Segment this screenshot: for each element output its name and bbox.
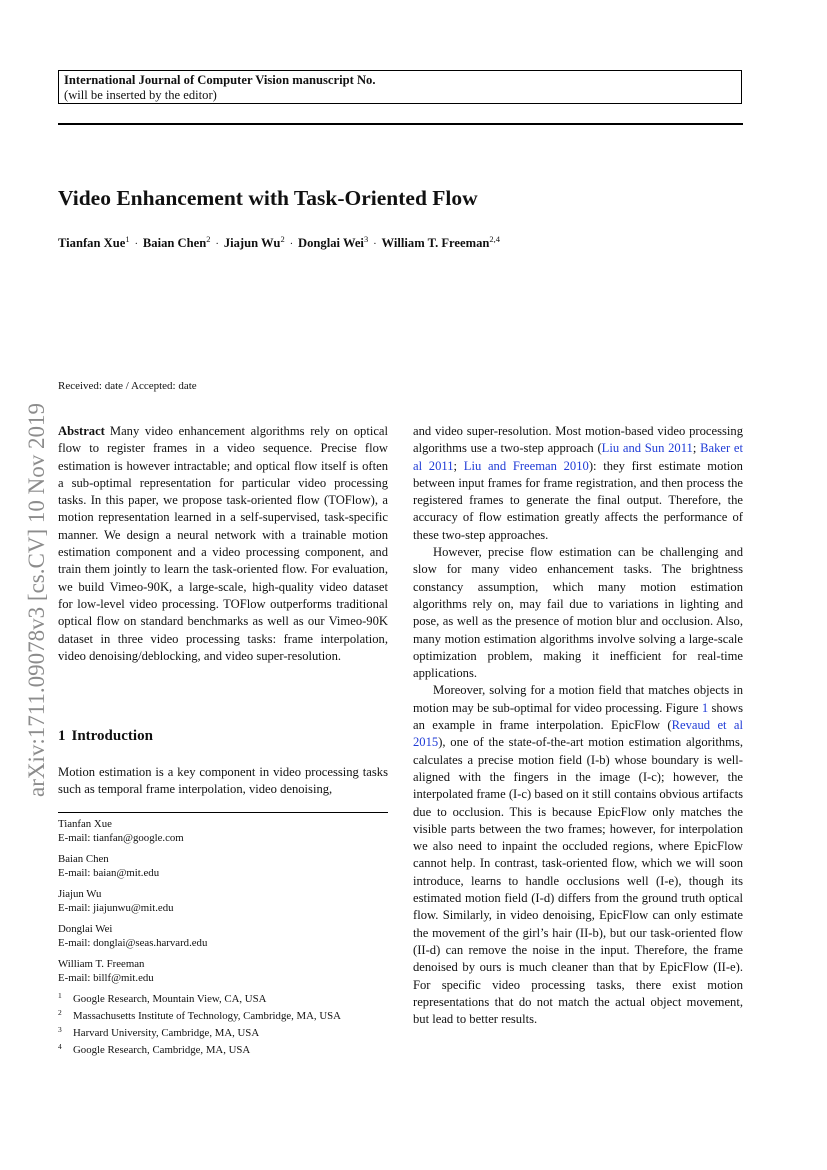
author-contacts [58, 817, 388, 992]
footnote-rule [58, 812, 388, 813]
affiliation-item [58, 1006, 398, 1023]
paragraph-text: ): they first estimate motion between input frames for frame registration, and then process the registered frames to generate the final output. Therefore, the accuracy of flow estimation greatly affects the performance of these two-step approaches. [413, 458, 743, 542]
affiliation-number: 1 [58, 991, 62, 1000]
section-heading [58, 728, 153, 745]
arxiv-identifier: arXiv:1711.09078v3 [cs.CV] 10 Nov 2019 [24, 403, 49, 797]
contact-name: William T. Freeman [58, 958, 145, 970]
journal-note: (will be inserted by the editor) [64, 88, 217, 102]
author-affil-mark: 2,4 [489, 234, 501, 244]
section-number: 1 [58, 728, 66, 744]
author-affil-mark: 1 [125, 234, 130, 244]
paper-title: Video Enhancement with Task-Oriented Flow [58, 186, 478, 210]
contact-entry [58, 922, 388, 950]
contact-entry [58, 852, 388, 880]
author-name: Baian Chen [142, 236, 207, 250]
author-name: William T. Freeman [381, 236, 490, 250]
contact-name: Baian Chen [58, 853, 109, 865]
citation-separator: ; [453, 458, 464, 473]
author-name: Jiajun Wu [223, 236, 281, 250]
affiliation-item [58, 1023, 398, 1040]
intro-paragraph: Motion estimation is a key component in video processing tasks such as temporal frame interpolation, video denoising, [58, 765, 388, 797]
contact-email: E-mail: jiajunwu@mit.edu [58, 902, 174, 914]
contact-entry [58, 887, 388, 915]
affiliation-number: 4 [58, 1042, 62, 1051]
author-affil-mark: 3 [363, 234, 369, 244]
paragraph-text: Moreover, solving for a motion field that matches objects in motion may be sub-optimal for video processing. Figure [413, 683, 743, 715]
journal-header-box [58, 70, 742, 104]
contact-name: Jiajun Wu [58, 888, 102, 900]
journal-name: International Journal of Computer Vision manuscript No. [64, 73, 376, 87]
affiliation-list [58, 989, 398, 1057]
contact-email: E-mail: donglai@seas.harvard.edu [58, 937, 208, 949]
contact-name: Tianfan Xue [58, 818, 112, 830]
contact-email: E-mail: tianfan@google.com [58, 832, 184, 844]
abstract-label: Abstract [58, 424, 105, 438]
right-column [413, 423, 743, 1028]
body-paragraph: However, precise flow estimation can be challenging and slow for many video enhancement tasks. The brightness constancy assumption, which many motion estimation algorithms rely on, may fail due to variations in lighting and pose, as well as the presence of motion blur and occlusion. Also, many motion estimation algorithms involve solving a large-scale optimization problem, making it inefficient for real-time applications. [413, 545, 743, 681]
author-affil-mark: 2 [206, 234, 211, 244]
author-affil-mark: 2 [280, 234, 285, 244]
contact-email: E-mail: baian@mit.edu [58, 867, 160, 879]
affiliation-text: Google Research, Cambridge, MA, USA [73, 1044, 251, 1056]
body-paragraph [413, 423, 743, 544]
citation-link[interactable]: Revaud et al 2015 [413, 718, 743, 750]
author-separator: · [134, 239, 138, 250]
author-name: Tianfan Xue [58, 236, 126, 250]
citation-separator: ; [692, 441, 701, 456]
header-rule [58, 123, 743, 125]
paragraph-text: shows an example in frame interpolation. EpicFlow ( [413, 700, 743, 733]
citation-link[interactable]: Baker et al 2011 [413, 441, 744, 473]
affiliation-text: Google Research, Mountain View, CA, USA [73, 993, 267, 1005]
figure-ref-link[interactable]: 1 [701, 700, 709, 715]
contact-name: Donglai Wei [58, 923, 113, 935]
affiliation-number: 2 [58, 1008, 62, 1017]
affiliation-item [58, 1040, 398, 1057]
contact-entry [58, 817, 388, 845]
contact-entry [58, 957, 388, 985]
affiliation-item [58, 989, 398, 1006]
received-date: Received: date / Accepted: date [58, 380, 197, 392]
affiliation-number: 3 [58, 1025, 62, 1034]
contact-email: E-mail: billf@mit.edu [58, 972, 154, 984]
body-paragraph [413, 682, 743, 1028]
paragraph-text: and video super-resolution. Most motion-based video processing algorithms use a two-step approach ( [413, 424, 743, 456]
citation-link[interactable]: Liu and Sun 2011 [601, 441, 693, 456]
section-title: Introduction [71, 728, 153, 744]
citation-link[interactable]: Liu and Freeman 2010 [463, 458, 589, 473]
paragraph-text: ), one of the state-of-the-art motion estimation algorithms, calculates a precise motion field (I-b) whose boundary is well-aligned with the fingers in the image (I-c); however, the interpolated frame (I-c) based on it still contains obvious artifacts due to occlusion. This is because EpicFlow only matches the visible parts between the two frames; however, for interpolation we also need to inpaint the occluded regions, where EpicFlow cannot help. In contrast, task-oriented flow, which we will soon introduce, learns to handle occlusions well (I-e), though its estimated motion field (I-d) differs from the ground truth optical flow. Similarly, in video denoising, EpicFlow can only estimate the movement of the girl’s hair (II-b), but our task-oriented flow (II-d) can remove the noise in the input. Therefore, the frame denoised by ours is much cleaner than that by EpicFlow (II-e). For specific video processing tasks, there exist motion representations that do not match the actual object movement, but lead to better results. [413, 735, 743, 1027]
author-separator: · [215, 239, 219, 250]
affiliation-text: Harvard University, Cambridge, MA, USA [73, 1027, 260, 1039]
abstract-text: Many video enhancement algorithms rely on optical flow to register frames in a video sequence. Precise flow estimation is however intractable; and optical flow itself is often a sub-optimal representation for particular video processing tasks. In this paper, we propose task-oriented flow (TOFlow), a motion representation learned in a self-supervised, task-specific manner. We design a neural network with a trainable motion estimation component and a video processing component, and train them jointly to learn the task-oriented flow. For evaluation, we build Vimeo-90K, a large-scale, high-quality video dataset for low-level video processing. TOFlow outperforms traditional optical flow on standard benchmarks as well as our Vimeo-90K dataset in three video processing tasks: frame interpolation, video denoising/deblocking, and video super-resolution. [58, 424, 388, 663]
author-separator: · [289, 239, 294, 250]
affiliation-text: Massachusetts Institute of Technology, Cambridge, MA, USA [73, 1010, 341, 1022]
author-name: Donglai Wei [298, 236, 364, 250]
author-separator: · [373, 239, 377, 250]
author-list [58, 234, 500, 251]
abstract [58, 423, 388, 665]
